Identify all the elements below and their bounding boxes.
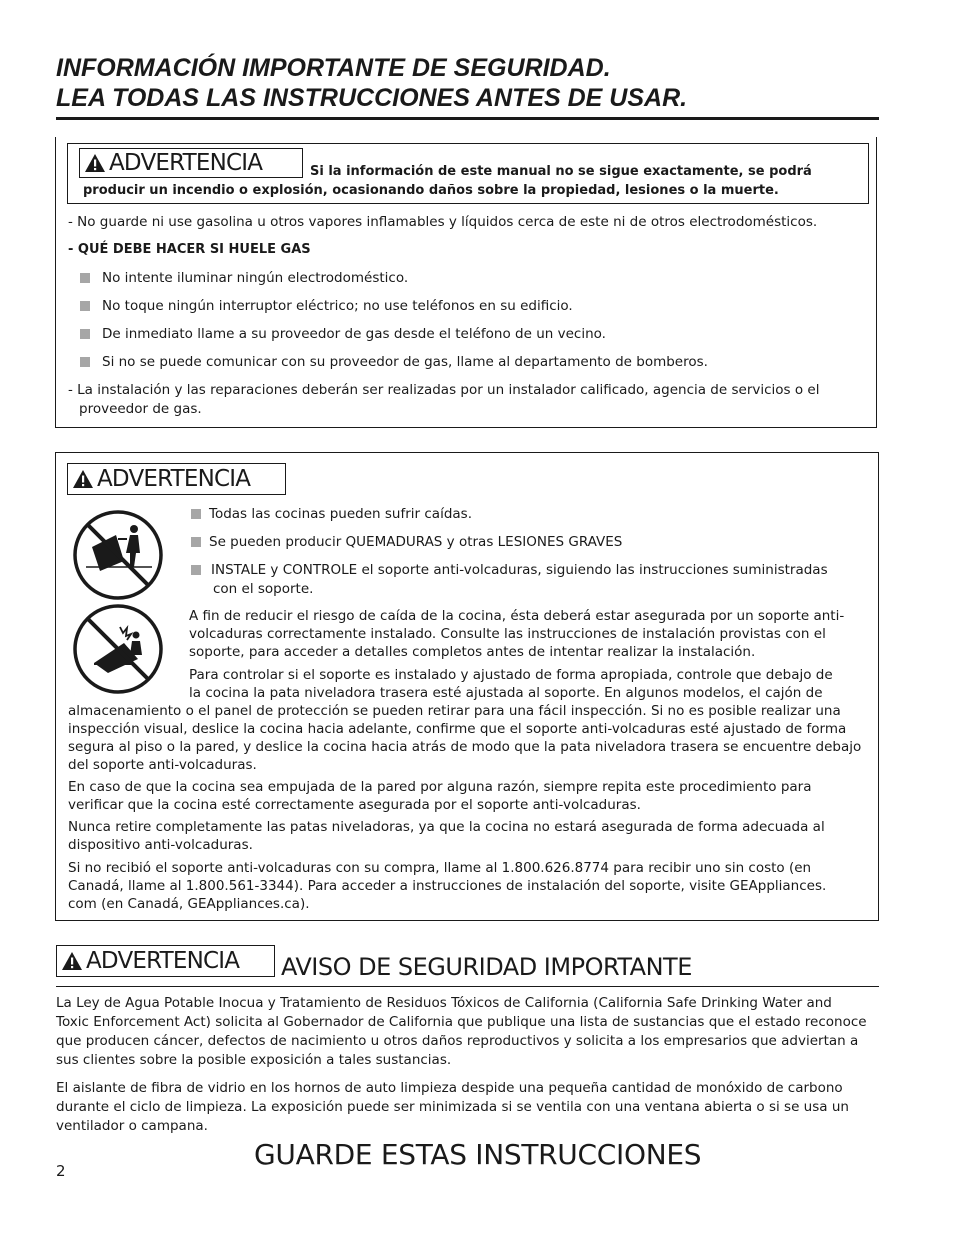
tip-bullet-2: Se pueden producir QUEMADURAS y otras LESIONES GRAVES xyxy=(209,534,623,550)
page-title xyxy=(56,53,896,113)
range-tip-over-burn-icon xyxy=(72,603,164,695)
tip-para-4-line-1: Nunca retire completamente las patas niveladoras, ya que la cocina no estará asegurada de forma adecuada al xyxy=(68,819,825,835)
warning-triangle-icon xyxy=(72,469,94,489)
warning-badge-label: ADVERTENCIA xyxy=(97,465,251,492)
tip-para-5-line-1: Si no recibió el soporte anti-volcaduras con su compra, llame al 1.800.626.8774 para recibir uno sin costo (en xyxy=(68,860,812,876)
gas-item-install-line-2: proveedor de gas. xyxy=(79,401,202,417)
gas-bullet-4: Si no se puede comunicar con su proveedor de gas, llame al departamento de bomberos. xyxy=(102,354,708,370)
gas-warning-text-line-1: Si la información de este manual no se sigue exactamente, se podrá xyxy=(310,164,812,179)
safety-notice-divider xyxy=(56,986,879,987)
prop65-para-1-line-2: Toxic Enforcement Act) solicita al Gobernador de California que publique una lista de sustancias que el estado reconoce xyxy=(56,1014,867,1030)
title-line-2: LEA TODAS LAS INSTRUCCIONES ANTES DE USAR. xyxy=(56,84,688,112)
gas-bullet-1: No intente iluminar ningún electrodoméstico. xyxy=(102,270,409,286)
tip-bullet-1: Todas las cocinas pueden sufrir caídas. xyxy=(209,506,472,522)
gas-smell-heading: - QUÉ DEBE HACER SI HUELE GAS xyxy=(68,242,311,257)
bullet-square xyxy=(80,329,90,339)
title-line-1: INFORMACIÓN IMPORTANTE DE SEGURIDAD. xyxy=(56,54,611,82)
bullet-square xyxy=(80,301,90,311)
tip-bullet-3: INSTALE y CONTROLE el soporte anti-volcaduras, siguiendo las instrucciones suministradas xyxy=(211,562,828,578)
range-tip-over-child-icon xyxy=(72,509,164,601)
warning-badge-label: ADVERTENCIA xyxy=(109,149,263,176)
prop65-para-1-line-4: sus clientes sobre la posible exposición a tales sustancias. xyxy=(56,1052,452,1068)
tip-para-2-line-4: inspección visual, deslice la cocina hacia adelante, confirme que el soporte anti-volcaduras esté ajustado de forma xyxy=(68,721,847,737)
tip-para-5-line-2: Canadá, llame al 1.800.561-3344). Para acceder a instrucciones de instalación del soporte, visite GEAppliances. xyxy=(68,878,827,894)
bullet-square xyxy=(191,509,201,519)
bullet-square xyxy=(191,537,201,547)
tip-para-3-line-1: En caso de que la cocina sea empujada de la pared por alguna razón, siempre repita este procedimiento para xyxy=(68,779,812,795)
title-divider xyxy=(56,117,879,120)
tip-para-2-line-5: segura al piso o la pared, y deslice la cocina hacia atrás de modo que la pata niveladora trasera se encuentre debajo xyxy=(68,739,862,755)
prop65-para-2-line-1: El aislante de fibra de vidrio en los hornos de auto limpieza despide una pequeña cantidad de monóxido de carbono xyxy=(56,1080,843,1096)
warning-badge-prop65 xyxy=(56,945,275,977)
tip-para-1-line-2: volcaduras correctamente instalado. Consulte las instrucciones de instalación provistas con el xyxy=(189,626,826,642)
gas-bullet-3: De inmediato llame a su proveedor de gas desde el teléfono de un vecino. xyxy=(102,326,606,342)
bullet-square xyxy=(80,357,90,367)
tip-para-2-line-3: almacenamiento o el panel de protección se pueden retirar para una fácil inspección. Si no es posible realizar una xyxy=(68,703,841,719)
gas-bullet-2: No toque ningún interruptor eléctrico; no use teléfonos en su edificio. xyxy=(102,298,573,314)
gas-item-storage: - No guarde ni use gasolina u otros vapores inflamables y líquidos cerca de este ni de otros electrodomésticos. xyxy=(68,214,818,230)
tip-para-2-line-6: del soporte anti-volcaduras. xyxy=(68,757,257,773)
tip-para-1-line-1: A fin de reducir el riesgo de caída de la cocina, ésta deberá estar asegurada por un soporte anti- xyxy=(189,608,845,624)
tip-para-2-line-2: la cocina la pata niveladora trasera esté ajustada al soporte. En algunos modelos, el cajón de xyxy=(189,685,823,701)
bullet-square xyxy=(80,273,90,283)
tip-para-3-line-2: verificar que la cocina esté correctamente asegurada por el soporte anti-volcaduras. xyxy=(68,797,641,813)
prop65-para-2-line-2: durante el ciclo de limpieza. La exposición puede ser minimizada si se ventila con una ventana abierta o si se usa un xyxy=(56,1099,849,1115)
gas-warning-text xyxy=(83,162,843,200)
bullet-square xyxy=(191,565,201,575)
tip-para-2-line-1: Para controlar si el soporte es instalado y ajustado de forma apropiada, controle que debajo de xyxy=(189,667,833,683)
tip-bullet-3-cont: con el soporte. xyxy=(213,581,314,597)
tip-para-4-line-2: dispositivo anti-volcaduras. xyxy=(68,837,253,853)
prop65-para-1-line-3: que producen cáncer, defectos de nacimiento u otros daños reproductivos y solicita a los empresarios que adviertan a xyxy=(56,1033,859,1049)
safety-notice-heading: AVISO DE SEGURIDAD IMPORTANTE xyxy=(281,953,692,981)
warning-triangle-icon xyxy=(61,951,83,971)
save-instructions-heading: GUARDE ESTAS INSTRUCCIONES xyxy=(254,1138,702,1171)
tip-para-1-line-3: soporte, para acceder a detalles completos antes de intentar realizar la instalación. xyxy=(189,644,756,660)
page-number: 2 xyxy=(56,1162,66,1180)
prop65-para-2-line-3: ventilador o campana. xyxy=(56,1118,208,1134)
prop65-para-1-line-1: La Ley de Agua Potable Inocua y Tratamiento de Residuos Tóxicos de California (California Safe Drinking Water and xyxy=(56,995,832,1011)
warning-badge-tip-over xyxy=(67,463,286,495)
gas-warning-text-line-2: producir un incendio o explosión, ocasionando daños sobre la propiedad, lesiones o la muerte. xyxy=(83,183,779,198)
tip-para-5-line-3: com (en Canadá, GEAppliances.ca). xyxy=(68,896,310,912)
gas-item-install-line-1: - La instalación y las reparaciones deberán ser realizadas por un instalador calificado, agencia de servicios o el xyxy=(68,382,820,398)
warning-badge-label: ADVERTENCIA xyxy=(86,947,240,974)
